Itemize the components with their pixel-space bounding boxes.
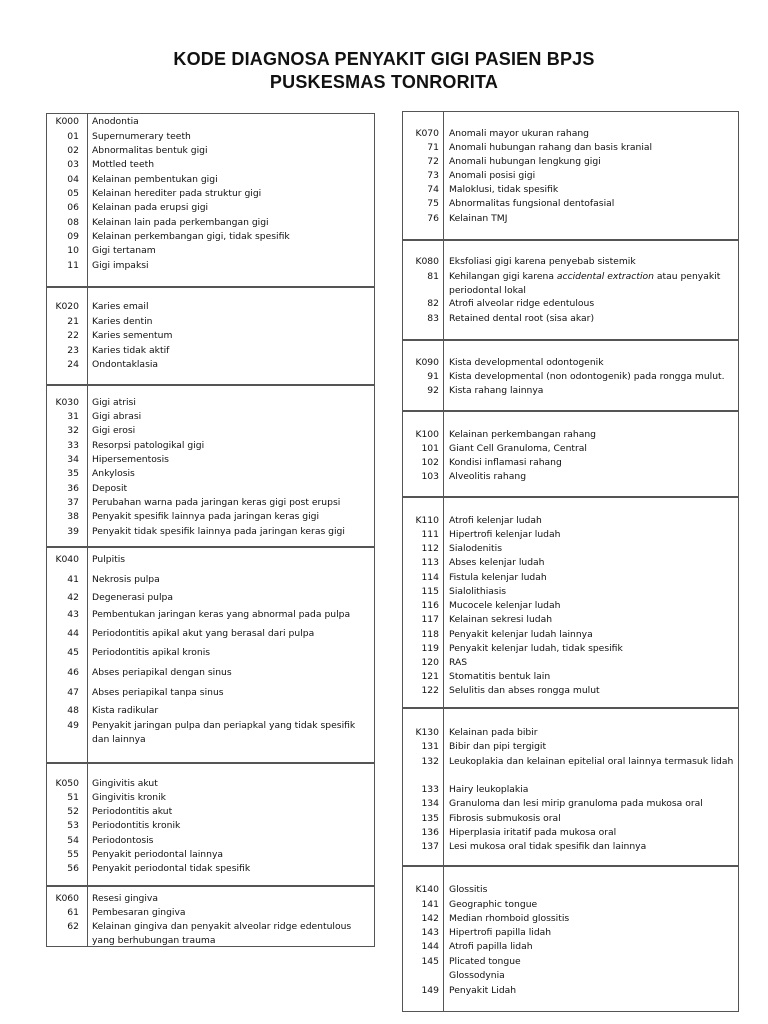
diagnosis-description: Retained dental root (sisa akar) <box>449 312 595 324</box>
diagnosis-code: 33 <box>67 439 79 451</box>
diagnosis-description: Atrofi kelenjar ludah <box>449 514 542 526</box>
description-italic-term: accidental extraction <box>556 270 654 282</box>
diagnosis-code: 137 <box>421 840 439 852</box>
diagnosis-description: Kista radikular <box>92 704 159 716</box>
diagnosis-code: 41 <box>67 573 79 585</box>
code-group <box>402 866 739 1012</box>
code-group <box>46 547 375 763</box>
diagnosis-description: Penyakit Lidah <box>449 984 517 996</box>
diagnosis-description: Periodontitis apikal kronis <box>92 646 211 658</box>
diagnosis-code: 122 <box>421 684 439 696</box>
diagnosis-description: Sialodenitis <box>449 542 502 554</box>
diagnosis-description: Kista developmental odontogenik <box>449 356 604 368</box>
diagnosis-description: Degenerasi pulpa <box>92 591 174 603</box>
diagnosis-code: 48 <box>67 704 79 716</box>
diagnosis-code: 49 <box>67 719 79 731</box>
diagnosis-code: 101 <box>421 442 439 454</box>
diagnosis-description: Penyakit periodontal lainnya <box>92 848 224 860</box>
code-group <box>402 111 739 240</box>
diagnosis-description: Karies sementum <box>92 329 173 341</box>
diagnosis-description: Gigi abrasi <box>92 410 142 422</box>
column-divider <box>87 288 88 384</box>
diagnosis-description: Penyakit spesifik lainnya pada jaringan keras gigi <box>92 510 320 522</box>
diagnosis-code: 42 <box>67 591 79 603</box>
column-divider <box>443 867 444 1011</box>
diagnosis-description: Periodontosis <box>92 834 154 846</box>
diagnosis-description: Kista rahang lainnya <box>449 384 544 396</box>
code-group <box>46 763 375 886</box>
diagnosis-description: Kelainan sekresi ludah <box>449 613 553 625</box>
diagnosis-description: Pembentukan jaringan keras yang abnormal pada pulpa <box>92 608 351 620</box>
diagnosis-description: Gingivitis kronik <box>92 791 166 803</box>
diagnosis-code: 24 <box>67 358 79 370</box>
diagnosis-code: K000 <box>55 115 79 127</box>
diagnosis-description: Kondisi inflamasi rahang <box>449 456 562 468</box>
diagnosis-code: 45 <box>67 646 79 658</box>
diagnosis-description: Stomatitis bentuk lain <box>449 670 551 682</box>
diagnosis-description: Alveolitis rahang <box>449 470 527 482</box>
diagnosis-code: 82 <box>427 297 439 309</box>
column-divider <box>443 709 444 865</box>
diagnosis-description: Kelainan herediter pada struktur gigi <box>92 187 262 199</box>
diagnosis-description: Penyakit kelenjar ludah, tidak spesifik <box>449 642 623 654</box>
code-group <box>402 411 739 497</box>
diagnosis-description: Glossitis <box>449 883 488 895</box>
diagnosis-code: 131 <box>421 740 439 752</box>
diagnosis-description: Kista developmental (non odontogenik) pada rongga mulut. <box>449 370 725 382</box>
diagnosis-code: 111 <box>421 528 439 540</box>
diagnosis-description: Pulpitis <box>92 553 126 565</box>
diagnosis-code: 05 <box>67 187 79 199</box>
diagnosis-code: 08 <box>67 216 79 228</box>
diagnosis-code: 132 <box>421 755 439 767</box>
diagnosis-description: Kelainan TMJ <box>449 212 508 224</box>
diagnosis-description: RAS <box>449 656 468 668</box>
column-divider <box>87 764 88 885</box>
diagnosis-description: Eksfoliasi gigi karena penyebab sistemik <box>449 255 636 267</box>
code-group <box>46 385 375 547</box>
diagnosis-code: 61 <box>67 906 79 918</box>
diagnosis-code: 81 <box>427 270 439 282</box>
diagnosis-code: 44 <box>67 627 79 639</box>
diagnosis-description: Gigi erosi <box>92 424 136 436</box>
diagnosis-description: Median rhomboid glossitis <box>449 912 570 924</box>
diagnosis-description: Selulitis dan abses rongga mulut <box>449 684 600 696</box>
diagnosis-description: Bibir dan pipi tergigit <box>449 740 547 752</box>
diagnosis-code: 145 <box>421 955 439 967</box>
column-divider <box>443 112 444 239</box>
diagnosis-code: 72 <box>427 155 439 167</box>
diagnosis-description: Anodontia <box>92 115 139 127</box>
diagnosis-code: 23 <box>67 344 79 356</box>
diagnosis-description: Penyakit tidak spesifik lainnya pada jaringan keras gigi <box>92 525 345 537</box>
diagnosis-description: Leukoplakia dan kelainan epitelial oral lainnya termasuk lidah <box>449 755 734 767</box>
diagnosis-description: Penyakit periodontal tidak spesifik <box>92 862 251 874</box>
diagnosis-code: 10 <box>67 244 79 256</box>
diagnosis-code: 143 <box>421 926 439 938</box>
diagnosis-description: Gigi atrisi <box>92 396 136 408</box>
diagnosis-code: 53 <box>67 819 79 831</box>
diagnosis-description: Ondontaklasia <box>92 358 159 370</box>
diagnosis-description: Kelainan pembentukan gigi <box>92 173 218 185</box>
diagnosis-code: K130 <box>415 726 439 738</box>
code-group <box>46 886 375 947</box>
diagnosis-code: 09 <box>67 230 79 242</box>
diagnosis-description: Abnormalitas bentuk gigi <box>92 144 208 156</box>
diagnosis-code: K090 <box>415 356 439 368</box>
diagnosis-code: 21 <box>67 315 79 327</box>
diagnosis-code: 112 <box>421 542 439 554</box>
page-title: KODE DIAGNOSA PENYAKIT GIGI PASIEN BPJS <box>173 49 595 69</box>
diagnosis-code: 22 <box>67 329 79 341</box>
description-part: atau penyakit periodontal lokal <box>449 270 721 296</box>
diagnosis-description: Resorpsi patologikal gigi <box>92 439 205 451</box>
diagnosis-code: 06 <box>67 201 79 213</box>
diagnosis-code: K050 <box>55 777 79 789</box>
diagnosis-code: 36 <box>67 482 79 494</box>
code-group <box>402 240 739 340</box>
diagnosis-code: 91 <box>427 370 439 382</box>
diagnosis-description: Supernumerary teeth <box>92 130 191 142</box>
diagnosis-description: Periodontitis apikal akut yang berasal dari pulpa <box>92 627 315 639</box>
diagnosis-code: K110 <box>415 514 439 526</box>
diagnosis-description <box>449 270 736 299</box>
diagnosis-description: Giant Cell Granuloma, Central <box>449 442 587 454</box>
diagnosis-description: Atrofi papilla lidah <box>449 940 533 952</box>
diagnosis-code: 51 <box>67 791 79 803</box>
diagnosis-code: 141 <box>421 898 439 910</box>
code-group <box>402 340 739 411</box>
diagnosis-description: Kelainan perkembangan gigi, tidak spesifik <box>92 230 290 242</box>
diagnosis-description: Kelainan pada erupsi gigi <box>92 201 209 213</box>
diagnosis-code: 103 <box>421 470 439 482</box>
diagnosis-code: 117 <box>421 613 439 625</box>
diagnosis-description: Kelainan pada bibir <box>449 726 538 738</box>
diagnosis-code: 43 <box>67 608 79 620</box>
diagnosis-code: 39 <box>67 525 79 537</box>
diagnosis-code: K070 <box>415 127 439 139</box>
diagnosis-code: 03 <box>67 158 79 170</box>
diagnosis-code: 74 <box>427 183 439 195</box>
diagnosis-code: 136 <box>421 826 439 838</box>
column-divider <box>443 498 444 707</box>
diagnosis-code: K040 <box>55 553 79 565</box>
diagnosis-code: 115 <box>421 585 439 597</box>
diagnosis-description: Mucocele kelenjar ludah <box>449 599 561 611</box>
diagnosis-code: 55 <box>67 848 79 860</box>
diagnosis-code: 83 <box>427 312 439 324</box>
diagnosis-code: 34 <box>67 453 79 465</box>
diagnosis-description: Mottled teeth <box>92 158 155 170</box>
diagnosis-code: 120 <box>421 656 439 668</box>
column-divider <box>87 548 88 762</box>
diagnosis-description: Hiperplasia iritatif pada mukosa oral <box>449 826 617 838</box>
diagnosis-code: 71 <box>427 141 439 153</box>
diagnosis-code: 113 <box>421 556 439 568</box>
diagnosis-code: 102 <box>421 456 439 468</box>
diagnosis-description: Resesi gingiva <box>92 892 158 904</box>
diagnosis-code: 76 <box>427 212 439 224</box>
diagnosis-code: K060 <box>55 892 79 904</box>
diagnosis-code: K080 <box>415 255 439 267</box>
diagnosis-code: 134 <box>421 797 439 809</box>
diagnosis-description: Penyakit jaringan pulpa dan periapkal yang tidak spesifik dan lainnya <box>92 719 356 745</box>
diagnosis-description: Plicated tongue <box>449 955 521 967</box>
diagnosis-description: Hipertrofi papilla lidah <box>449 926 552 938</box>
code-group <box>46 287 375 385</box>
code-group <box>402 497 739 708</box>
diagnosis-description: Ankylosis <box>92 467 135 479</box>
code-group <box>46 113 375 287</box>
diagnosis-description: Pembesaran gingiva <box>92 906 186 918</box>
diagnosis-code: 52 <box>67 805 79 817</box>
diagnosis-code: 54 <box>67 834 79 846</box>
diagnosis-description: Perubahan warna pada jaringan keras gigi post erupsi <box>92 496 341 508</box>
diagnosis-code: 114 <box>421 571 439 583</box>
diagnosis-description: Anomali posisi gigi <box>449 169 536 181</box>
column-divider <box>87 887 88 946</box>
diagnosis-code: K140 <box>415 883 439 895</box>
diagnosis-description: Hairy leukoplakia <box>449 783 529 795</box>
column-divider <box>443 241 444 339</box>
diagnosis-code: 47 <box>67 686 79 698</box>
diagnosis-code: 32 <box>67 424 79 436</box>
diagnosis-description: Fibrosis submukosis oral <box>449 812 561 824</box>
diagnosis-description: Gigi impaksi <box>92 259 149 271</box>
page-subtitle: PUSKESMAS TONRORITA <box>269 72 499 92</box>
diagnosis-code: 116 <box>421 599 439 611</box>
diagnosis-description: Atrofi alveolar ridge edentulous <box>449 297 595 309</box>
diagnosis-description: Karies dentin <box>92 315 153 327</box>
column-divider <box>87 386 88 546</box>
column-divider <box>87 114 88 286</box>
diagnosis-code: 135 <box>421 812 439 824</box>
diagnosis-description: Anomali mayor ukuran rahang <box>449 127 590 139</box>
diagnosis-description: Hipersementosis <box>92 453 169 465</box>
diagnosis-code: K020 <box>55 300 79 312</box>
diagnosis-description: Nekrosis pulpa <box>92 573 160 585</box>
diagnosis-description: Abses periapikal dengan sinus <box>92 666 232 678</box>
diagnosis-code: K030 <box>55 396 79 408</box>
diagnosis-description: Gigi tertanam <box>92 244 156 256</box>
diagnosis-description: Karies email <box>92 300 149 312</box>
diagnosis-code: 02 <box>67 144 79 156</box>
diagnosis-description: Sialolithiasis <box>449 585 507 597</box>
diagnosis-description: Maloklusi, tidak spesifik <box>449 183 559 195</box>
column-divider <box>443 412 444 496</box>
diagnosis-code: K100 <box>415 428 439 440</box>
diagnosis-code: 133 <box>421 783 439 795</box>
column-divider <box>443 341 444 410</box>
diagnosis-code: 73 <box>427 169 439 181</box>
diagnosis-description: Deposit <box>92 482 128 494</box>
diagnosis-description: Kelainan gingiva dan penyakit alveolar ridge edentulous yang berhubungan trauma <box>92 920 352 946</box>
diagnosis-code: 31 <box>67 410 79 422</box>
diagnosis-description: Periodontitis kronik <box>92 819 181 831</box>
diagnosis-code: 56 <box>67 862 79 874</box>
diagnosis-description: Fistula kelenjar ludah <box>449 571 547 583</box>
diagnosis-code: 46 <box>67 666 79 678</box>
diagnosis-code: 144 <box>421 940 439 952</box>
diagnosis-code: 75 <box>427 197 439 209</box>
diagnosis-description: Granuloma dan lesi mirip granuloma pada mukosa oral <box>449 797 703 809</box>
diagnosis-code: 62 <box>67 920 79 932</box>
diagnosis-description: Glossodynia <box>449 969 505 981</box>
diagnosis-code: 04 <box>67 173 79 185</box>
diagnosis-code: 11 <box>67 259 79 271</box>
diagnosis-description: Kelainan lain pada perkembangan gigi <box>92 216 269 228</box>
diagnosis-code: 92 <box>427 384 439 396</box>
diagnosis-description: Periodontitis akut <box>92 805 173 817</box>
description-part: Kehilangan gigi karena <box>449 270 557 282</box>
diagnosis-description: Gingivitis akut <box>92 777 158 789</box>
diagnosis-code: 118 <box>421 628 439 640</box>
diagnosis-code: 121 <box>421 670 439 682</box>
diagnosis-code: 119 <box>421 642 439 654</box>
diagnosis-code: 142 <box>421 912 439 924</box>
diagnosis-code: 38 <box>67 510 79 522</box>
diagnosis-description: Karies tidak aktif <box>92 344 170 356</box>
diagnosis-description: Kelainan perkembangan rahang <box>449 428 597 440</box>
diagnosis-description: Hipertrofi kelenjar ludah <box>449 528 561 540</box>
diagnosis-description: Abses periapikal tanpa sinus <box>92 686 224 698</box>
diagnosis-description: Abnormalitas fungsional dentofasial <box>449 197 615 209</box>
diagnosis-description: Anomali hubungan lengkung gigi <box>449 155 601 167</box>
diagnosis-code: 149 <box>421 984 439 996</box>
diagnosis-description: Geographic tongue <box>449 898 538 910</box>
diagnosis-description: Anomali hubungan rahang dan basis kranial <box>449 141 653 153</box>
diagnosis-code: 37 <box>67 496 79 508</box>
diagnosis-code: 35 <box>67 467 79 479</box>
diagnosis-description: Abses kelenjar ludah <box>449 556 545 568</box>
diagnosis-code: 01 <box>67 130 79 142</box>
diagnosis-description: Penyakit kelenjar ludah lainnya <box>449 628 593 640</box>
diagnosis-description: Lesi mukosa oral tidak spesifik dan lainnya <box>449 840 647 852</box>
code-group <box>402 708 739 866</box>
